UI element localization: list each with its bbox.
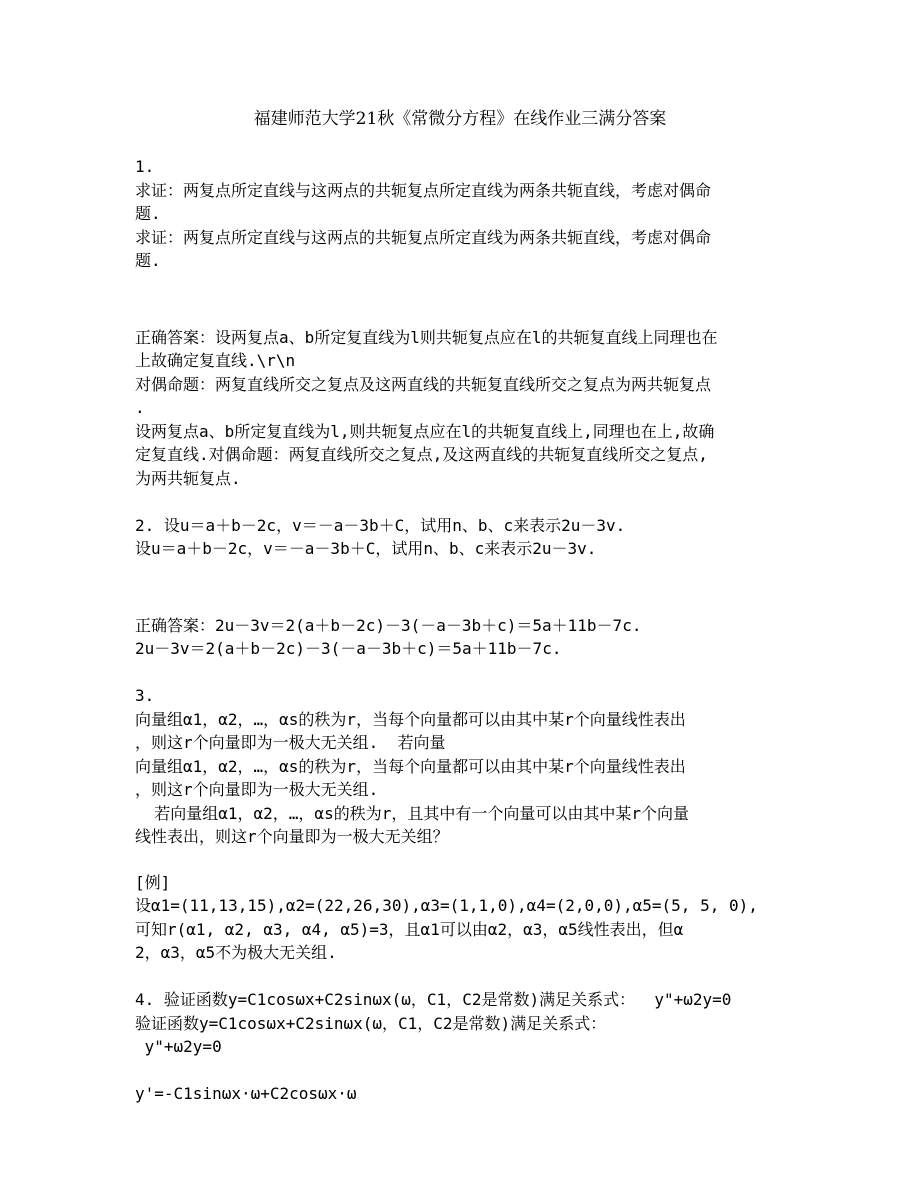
example-3: [135, 871, 785, 965]
answer-4: [135, 1082, 785, 1106]
question-text-line: 求证：两复点所定直线与这两点的共轭复点所定直线为两条共轭直线，考虑对偶命: [135, 180, 712, 200]
question-2: [135, 514, 785, 561]
answer-text-line: 对偶命题：两复直线所交之复点及这两直线的共轭复直线所交之复点为两共轭复点: [135, 374, 712, 394]
answer-text-line: 设两复点a、b所定复直线为l,则共轭复点应在l的共轭复直线上,同理也在上,故确: [135, 421, 715, 441]
question-text-line: 4. 验证函数y=C1cosωx+C2sinωx(ω，C1，C2是常数)满足关系式： y"+ω2y=0: [135, 990, 732, 1009]
question-text-line: 设u＝a＋b－2c，v＝－a－3b＋C，试用n、b、c来表示2u－3v.: [135, 539, 597, 558]
question-number: 1.: [135, 157, 155, 176]
answer-text-line: 2u－3v＝2(a＋b－2c)－3(－a－3b＋c)＝5a＋11b－7c.: [135, 639, 562, 658]
question-text-line: 向量组α1，α2，…，αs的秩为r，当每个向量都可以由其中某r个向量线性表出: [135, 709, 686, 729]
example-heading: [例]: [135, 872, 171, 892]
example-text-line: 设α1=(11,13,15),α2=(22,26,30),α3=(1,1,0),α4=(2,0,0),α5=(5, 5, 0),: [135, 896, 758, 915]
question-1: [135, 155, 785, 273]
question-text-line: y"+ω2y=0: [135, 1037, 222, 1056]
question-text-line: 向量组α1，α2，…，αs的秩为r，当每个向量都可以由其中某r个向量线性表出: [135, 756, 686, 776]
question-text-line: 若向量组α1，α2，…，αs的秩为r，且其中有一个向量可以由其中某r个向量: [135, 803, 689, 823]
answer-text-line: 正确答案：2u－3v＝2(a＋b－2c)－3(－a－3b＋c)＝5a＋11b－7c.: [135, 615, 642, 635]
question-number: 3.: [135, 686, 155, 705]
document-body: [135, 155, 785, 1106]
document-title: 福建师范大学21秋《常微分方程》在线作业三满分答案: [253, 109, 667, 129]
question-text-line: ，则这r个向量即为一极大无关组. 若向量: [135, 733, 446, 752]
answer-text-line: .: [135, 398, 145, 417]
question-4: [135, 988, 785, 1059]
example-text-line: 可知r(α1, α2, α3, α4, α5)=3，且α1可以由α2，α3，α5线性表出，但α: [135, 919, 684, 939]
question-3: [135, 684, 785, 849]
answer-1: [135, 326, 785, 491]
question-text-line: 验证函数y=C1cosωx+C2sinωx(ω，C1，C2是常数)满足关系式：: [135, 1013, 607, 1033]
example-text-line: 2，α3，α5不为极大无关组.: [135, 943, 337, 962]
question-text-line: 2. 设u＝a＋b－2c，v＝－a－3b＋C，试用n、b、c来表示2u－3v.: [135, 515, 626, 535]
question-text-line: 线性表出，则这r个向量即为一极大无关组？: [135, 827, 449, 846]
answer-text-line: 上故确定复直线.\r\n: [135, 351, 296, 370]
answer-text-line: 定复直线.对偶命题：两复直线所交之复点,及这两直线的共轭复直线所交之复点,: [135, 445, 708, 464]
question-text-line: 题.: [135, 251, 161, 270]
question-text-line: 题.: [135, 204, 161, 223]
answer-text-line: y'=-C1sinωx·ω+C2cosωx·ω: [135, 1084, 357, 1103]
question-text-line: ，则这r个向量即为一极大无关组.: [135, 780, 379, 799]
question-text-line: 求证：两复点所定直线与这两点的共轭复点所定直线为两条共轭直线，考虑对偶命: [135, 227, 712, 247]
answer-text-line: 正确答案：设两复点a、b所定复直线为l则共轭复点应在l的共轭复直线上同理也在: [135, 327, 718, 347]
answer-2: [135, 614, 785, 661]
answer-text-line: 为两共轭复点.: [135, 468, 241, 488]
